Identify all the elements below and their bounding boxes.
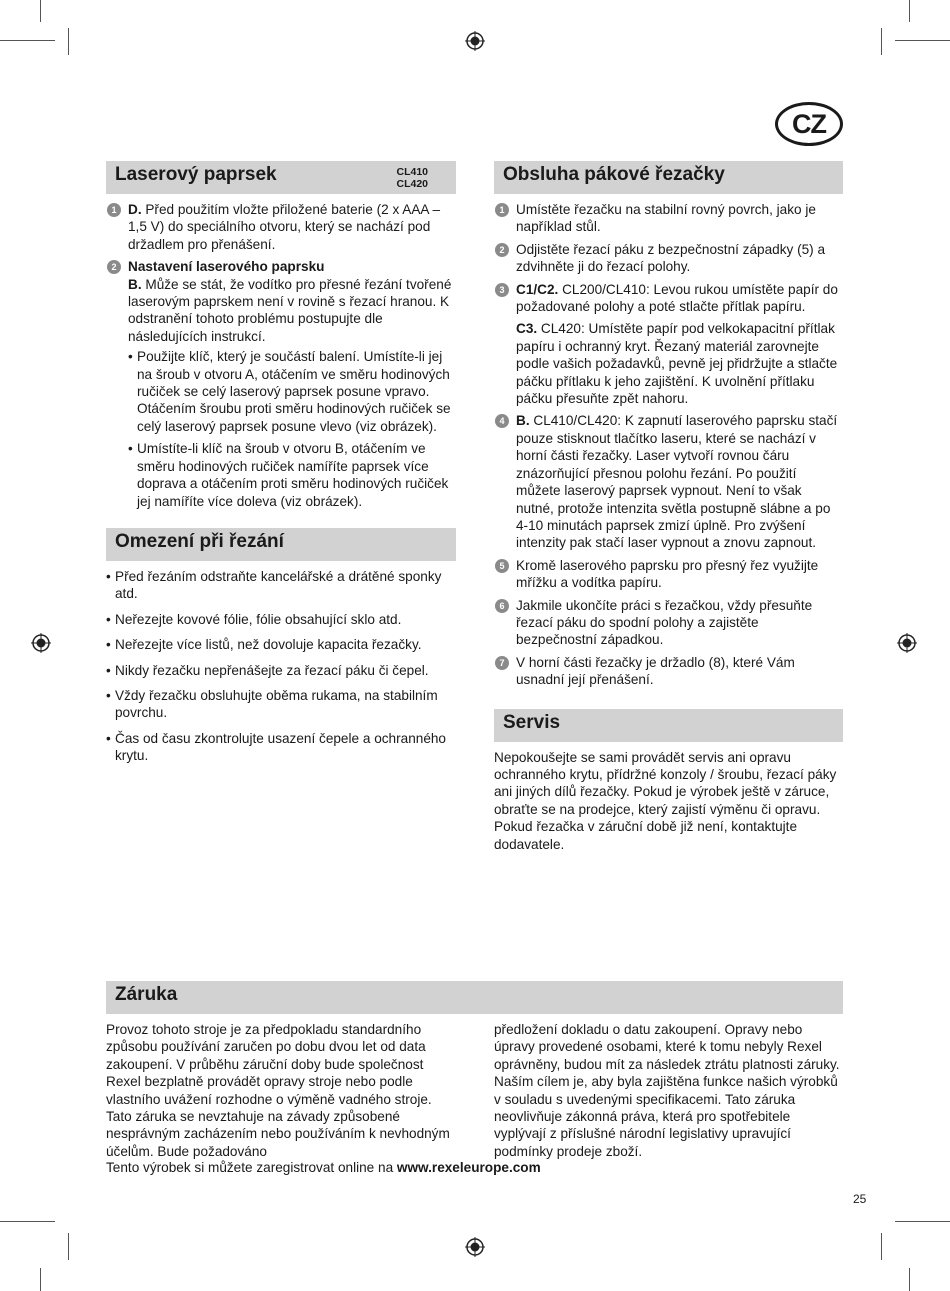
list-item: • Neřezejte více listů, než dovoluje kapacita řezačky. [106, 636, 456, 653]
model-label: CL420 [396, 178, 428, 190]
crop-mark [68, 28, 69, 55]
laser-step-1 [106, 201, 456, 253]
right-column [494, 161, 843, 853]
operation-step-5 [494, 557, 843, 592]
step-body: CL410/CL420: K zapnutí laserového paprsku stačí pouze stisknout tlačítko laseru, které se nachází v horní části řezačky. Laser vytvoří rovnou čáru znázorňující přesnou polohu řezání. Po použití můžete laserový paprsek vypnout. Není to však nutné, protože intenzita světla postupně slábne a po 4-10 minutách paprsek zmizí úplně. Pro zvýšení intenzity pak stačí laser vypnout a znovu zapnout. [516, 413, 838, 551]
step-lead: B. [128, 276, 142, 292]
step-lead: C3. [516, 321, 538, 337]
step-body: CL200/CL410: Levou rukou umístěte papír do požadované polohy a poté stlačte přítlak papíru. [516, 281, 838, 315]
section-title: Záruka [115, 984, 178, 1005]
step-body: CL420: Umístěte papír pod velkokapacitní přítlak papíru i ochranný kryt. Řezaný materiál zarovnejte podle vašich požadavků, pevně jej přidržujte a stlačte páčku přítlaku k jeho zajištění. K uvolnění přítlaku páčku přesuňte zpět nahoru. [516, 321, 838, 407]
crop-mark [40, 0, 41, 22]
step-text: V horní části řezačky je držadlo (8), které Vám usnadní její přenášení. [516, 654, 795, 688]
crop-mark [895, 40, 950, 41]
crop-mark [895, 1221, 950, 1222]
list-item: • Nikdy řezačku nepřenášejte za řezací páku či čepel. [106, 662, 456, 679]
step-number-icon: 4 [495, 414, 509, 428]
registration-mark-icon [897, 633, 917, 653]
list-item: • Vždy řezačku obsluhujte oběma rukama, na stabilním povrchu. [106, 687, 456, 722]
operation-step-3 [494, 281, 843, 408]
warranty-section [106, 981, 843, 1176]
step-body: Před použitím vložte přiložené baterie (2 x AAA – 1,5 V) do speciálního otvoru, který se nachází pod držadlem pro přenášení. [128, 202, 441, 252]
section-header-service [494, 709, 843, 742]
crop-mark [40, 1268, 41, 1291]
list-item: • Použijte klíč, který je součástí balení. Umístíte-li jej na šroub v otvoru A, otáčením ve směru hodinových ručiček se celý laserový paprsek posune vpravo. Otáčením šroubu proti směru hodinových ručiček se celý laserový paprsek posune vlevo (viz obrázek). [128, 348, 456, 435]
crop-mark [909, 1268, 910, 1291]
page-number: 25 [853, 1192, 867, 1206]
step-text [516, 281, 843, 316]
language-badge: CZ [775, 102, 843, 146]
step-lead: D. [128, 202, 142, 217]
registration-mark-icon [31, 633, 51, 653]
crop-mark [0, 40, 55, 41]
registration-mark-icon [465, 1237, 485, 1257]
operation-step-4 [494, 412, 843, 551]
list-item: • Neřezejte kovové fólie, fólie obsahující sklo atd. [106, 611, 456, 628]
section-header-operation [494, 161, 843, 194]
operation-step-1 [494, 201, 843, 236]
service-text: Nepokoušejte se sami provádět servis ani opravu ochranného krytu, přídržné konzoly / šroubu, řezací páky ani jiných dílů řezačky. Pokud je výrobek ještě v záruce, obraťte se na prodejce, který zajistí výměnu či opravu. Pokud řezačka v záruční době již není, kontaktujte dodavatele. [494, 749, 837, 852]
operation-step-6 [494, 597, 843, 649]
section-title: Obsluha pákové řezačky [503, 164, 725, 185]
registration-mark-icon [465, 31, 485, 51]
operation-step-7 [494, 654, 843, 689]
step-number-icon: 2 [107, 260, 121, 274]
model-label: CL410 [396, 166, 428, 178]
step-text: Umístěte řezačku na stabilní rovný povrch, jako je například stůl. [516, 202, 816, 235]
section-title: Laserový paprsek [115, 164, 277, 185]
step-lead: C1/C2. [516, 281, 559, 297]
crop-mark [881, 28, 882, 55]
step-number-icon: 1 [107, 203, 121, 217]
step-text [516, 412, 843, 551]
step-number-icon: 1 [495, 203, 509, 217]
step-number-icon: 2 [495, 243, 509, 257]
crop-mark [0, 1221, 55, 1222]
step-text: Jakmile ukončíte práci s řezačkou, vždy přesuňte řezací páku do spodní polohy a zajistěte bezpečnostní západkou. [516, 597, 813, 648]
registration-note: Tento výrobek si můžete zaregistrovat online na www.rexeleurope.com [106, 1160, 541, 1175]
list-item: • Čas od času zkontrolujte usazení čepele a ochranného krytu. [106, 730, 456, 765]
step-text [128, 201, 456, 253]
step-body: Může se stát, že vodítko pro přesné řezání tvořené laserovým paprskem není v rovině s řezací hranou. K odstranění tohoto problému postupujte dle následujících instrukcí. [128, 276, 452, 344]
step-number-icon: 5 [495, 559, 509, 573]
step-number-icon: 7 [495, 656, 509, 670]
warranty-text-right: předložení dokladu o datu zakoupení. Opravy nebo úpravy provedené osobami, které k tomu nebyly Rexel oprávněny, budou mít za následek ztrátu platnosti záruky. Naším cílem je, aby byla zajištěna funkce našich výrobků v souladu s uvedenými specifikacemi. Tato záruka neovlivňuje zákonná práva, která pro spotřebitele vyplývají z příslušné národní legislativy upravující podmínky prodeje zboží. [494, 1022, 840, 1159]
list-item: • Před řezáním odstraňte kancelářské a drátěné sponky atd. [106, 568, 456, 603]
website-link[interactable]: www.rexeleurope.com [396, 1160, 541, 1175]
step-number-icon: 3 [495, 283, 509, 297]
step-text [516, 320, 843, 407]
list-item: • Umístíte-li klíč na šroub v otvoru B, otáčením ve směru hodinových ručiček namíříte paprsek více doprava a otáčením proti směru hodinových ručiček jej namíříte více doleva (viz obrázek). [128, 440, 456, 510]
section-header-laser [106, 161, 456, 194]
step-text: Kromě laserového paprsku pro přesný řez využijte mřížku a vodítka papíru. [516, 557, 819, 591]
section-title: Servis [503, 711, 561, 733]
section-title: Omezení při řezání [115, 530, 284, 552]
section-header-limits [106, 528, 456, 561]
crop-mark [68, 1233, 69, 1260]
step-text: Odjistěte řezací páku z bezpečnostní západky (5) a zdvihněte ji do řezací polohy. [516, 241, 826, 275]
left-column [106, 161, 456, 770]
section-header-warranty [106, 981, 843, 1014]
crop-mark [909, 0, 910, 22]
model-list [396, 166, 428, 190]
operation-step-2 [494, 241, 843, 276]
laser-step-2 [106, 258, 456, 510]
warranty-text-left: Provoz tohoto stroje je za předpokladu standardního způsobu používání zaručen po dobu dvou let od data zakoupení. V průběhu záruční doby bude společnost Rexel bezplatně provádět opravy stroje nebo podle vlastního uvážení rozhodne o výměně vadného stroje. Tato záruka se nevztahuje na závady způsobené nesprávným zacházením nebo používáním k nevhodným účelům. Bude požadováno [106, 1022, 450, 1159]
step-heading: Nastavení laserového paprsku [128, 259, 325, 275]
step-number-icon: 6 [495, 599, 509, 613]
step-text [128, 276, 456, 346]
crop-mark [881, 1233, 882, 1260]
step-lead: B. [516, 413, 530, 429]
